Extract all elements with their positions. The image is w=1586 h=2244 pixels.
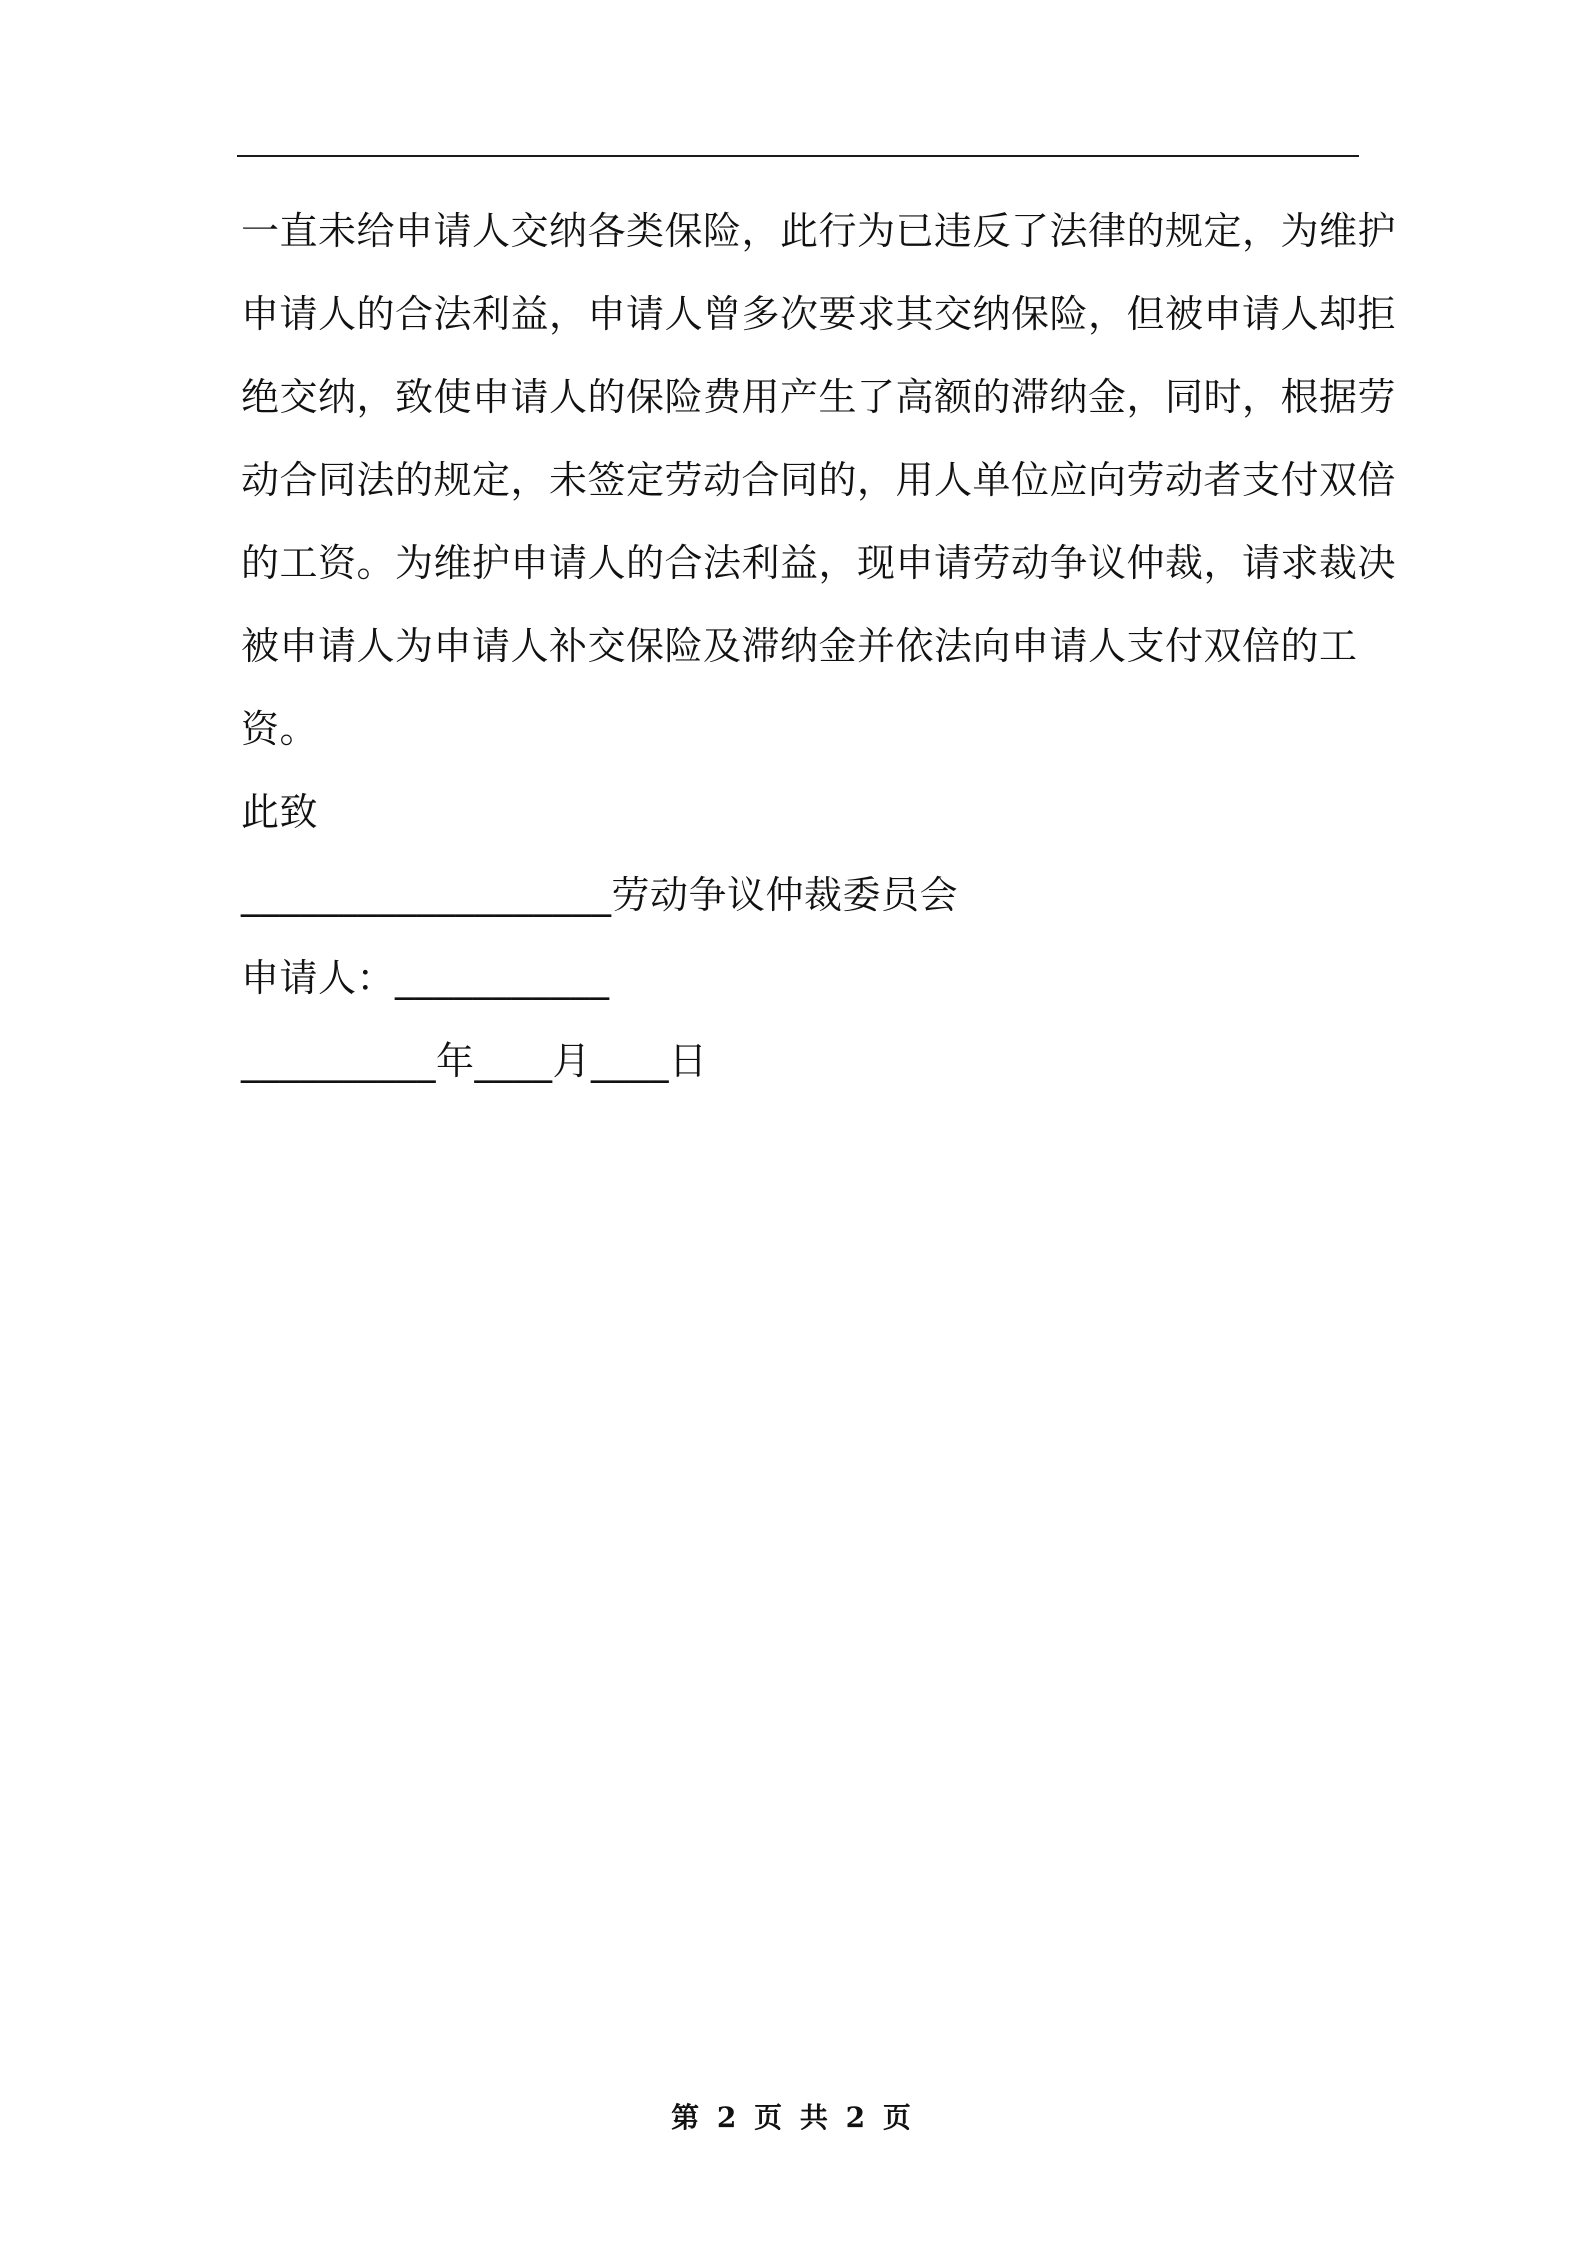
salutation: 此致	[241, 790, 319, 834]
body-line-3: 绝交纳，致使申请人的保险费用产生了高额的滞纳金，同时，根据劳	[241, 375, 1397, 419]
header-divider	[237, 155, 1359, 157]
document-body	[241, 190, 1397, 1103]
applicant-signature-line: 申请人：___________	[241, 956, 610, 1000]
page-number: 第 2 页 共 2 页	[671, 2101, 915, 2134]
committee-line: ___________________劳动争议仲裁委员会	[241, 873, 959, 917]
body-line-6: 被申请人为申请人补交保险及滞纳金并依法向申请人支付双倍的工	[241, 624, 1358, 668]
date-line: __________年____月____日	[241, 1039, 708, 1083]
body-line-1: 一直未给申请人交纳各类保险，此行为已违反了法律的规定，为维护	[241, 209, 1397, 253]
body-line-4: 动合同法的规定，未签定劳动合同的，用人单位应向劳动者支付双倍	[241, 458, 1397, 502]
body-line-5: 的工资。为维护申请人的合法利益，现申请劳动争议仲裁，请求裁决	[241, 541, 1397, 585]
body-line-2: 申请人的合法利益，申请人曾多次要求其交纳保险，但被申请人却拒	[241, 292, 1397, 336]
body-line-7: 资。	[241, 707, 319, 751]
